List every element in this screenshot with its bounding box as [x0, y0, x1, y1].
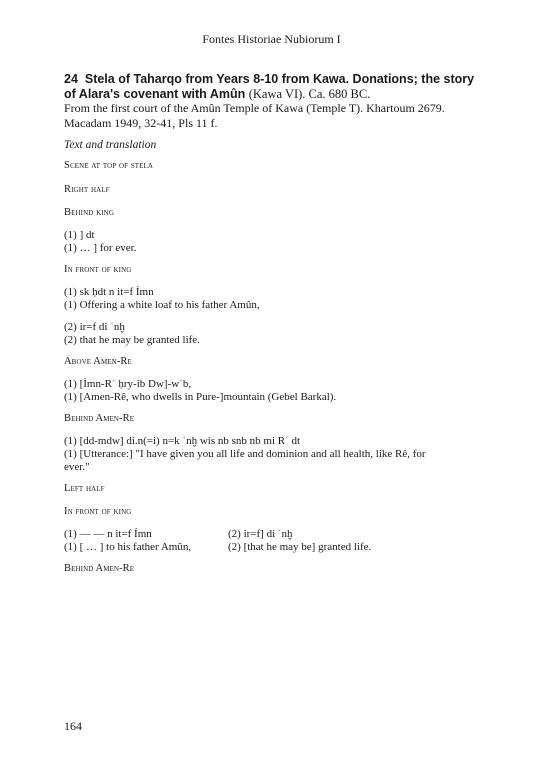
above-amen-re-translation: (1) [Amen-Rê, who dwells in Pure-]mountain (Gebel Barkal). — [64, 391, 337, 403]
behind-king-translit: (1) ] dt — [64, 229, 95, 241]
entry-number: 24 — [64, 72, 78, 86]
behind-amen-re-translation-1: (1) [Utterance:] "I have given you all life and dominion and all health, like Rê, for — [64, 448, 426, 460]
behind-amen-re-translit: (1) [dd-mdw] di.n(=i) n=k ʿnḫ wis nb snb nb mi Rʿ dt — [64, 435, 301, 447]
granted-life-translation: (2) that he may be granted life. — [64, 334, 200, 346]
left-in-front-of-king-heading: In front of king — [64, 506, 132, 517]
left-col1-translit: (1) — — n it=f Ỉmn — [64, 528, 152, 540]
offering-translit: (1) sk ḥdt n it=f Ỉmn — [64, 286, 154, 298]
entry-title-bold: Stela of Taharqo from Years 8-10 from Kawa. Donations; the story of Alara's covenant with Amûn — [64, 72, 475, 101]
page-number: 164 — [64, 719, 82, 733]
entry-title-tail: (Kawa VI). Ca. 680 BC. — [248, 87, 371, 101]
behind-amen-re-heading: Behind Amen-Re — [64, 413, 135, 424]
provenance-line-1: From the first court of the Amûn Temple of Kawa (Temple T). Khartoum 2679. — [64, 101, 445, 115]
section-heading: Text and translation — [64, 139, 157, 151]
left-col2-translit: (2) ir=f] di ʿnḫ — [228, 528, 293, 540]
left-col2-translation: (2) [that he may be] granted life. — [228, 541, 372, 553]
entry-title — [64, 72, 484, 102]
granted-life-translit: (2) ir=f di ʿnḫ — [64, 321, 125, 333]
running-header: Fontes Historiae Nubiorum I — [202, 32, 341, 46]
behind-amen-re-translation-2: ever." — [64, 461, 90, 473]
left-half-heading: Left half — [64, 483, 105, 494]
right-half-heading: Right half — [64, 184, 110, 195]
left-behind-amen-re-heading: Behind Amen-Re — [64, 563, 135, 574]
behind-king-heading: Behind king — [64, 207, 114, 218]
scene-heading: Scene at top of stela — [64, 160, 154, 171]
in-front-of-king-heading: In front of king — [64, 264, 132, 275]
provenance-line-2: Macadam 1949, 32-41, Pls 11 f. — [64, 116, 218, 130]
above-amen-re-translit: (1) [Ỉmn-Rʿ ḥry-ib Dw]-wʿb, — [64, 378, 192, 390]
above-amen-re-heading: Above Amen-Re — [64, 356, 132, 367]
left-col1-translation: (1) [ … ] to his father Amûn, — [64, 541, 192, 553]
behind-king-translation: (1) … ] for ever. — [64, 242, 137, 254]
offering-translation: (1) Offering a white loaf to his father Amûn, — [64, 299, 260, 311]
